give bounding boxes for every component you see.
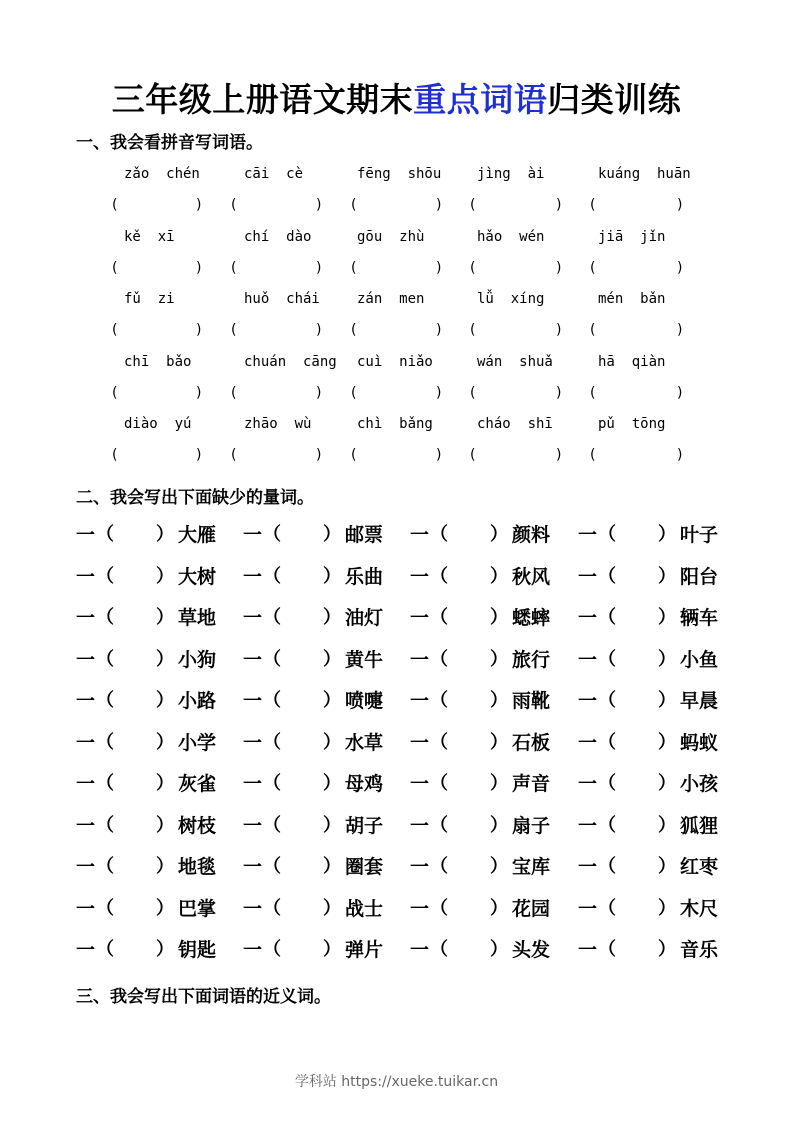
pinyin-prompt: kě xī	[124, 228, 175, 245]
blank-paren-left: （	[598, 856, 616, 877]
blank-paren-right: ）	[658, 814, 676, 836]
blank-paren-right: ）	[156, 648, 174, 670]
blank-paren-left: （	[96, 814, 114, 836]
pinyin-prompt: lǚ xíng	[477, 291, 545, 307]
blank-paren-left: （	[263, 690, 281, 711]
numeral-one: 一	[243, 607, 263, 629]
blank-paren-right: ）	[156, 856, 174, 877]
title-part-2: 归类训练	[547, 80, 682, 119]
noun-word: 蚂蚁	[680, 731, 719, 754]
noun-word: 地毯	[178, 856, 217, 878]
blank-paren-right: ）	[156, 690, 174, 711]
answer-bracket-right: )	[316, 384, 322, 401]
numeral-one: 一	[578, 731, 598, 754]
noun-word: 蟋蟀	[512, 607, 551, 629]
noun-word: 大树	[178, 565, 217, 588]
blank-paren-left: （	[430, 731, 448, 753]
noun-word: 水草	[345, 731, 384, 754]
pinyin-prompt: jìng ài	[477, 166, 545, 182]
numeral-one: 一	[76, 690, 96, 712]
answer-bracket-left: (	[351, 197, 357, 213]
noun-word: 黄牛	[345, 648, 384, 671]
noun-word: 战士	[345, 897, 384, 920]
blank-paren-right: ）	[490, 939, 508, 960]
blank-paren-left: （	[430, 648, 448, 670]
section-2-heading: 二、我会写出下面缺少的量词。	[76, 488, 314, 508]
pinyin-prompt: fēng shōu	[357, 166, 442, 182]
answer-bracket-right: )	[556, 322, 562, 338]
answer-bracket-left: (	[590, 447, 596, 463]
noun-word: 辆车	[680, 607, 719, 629]
blank-paren-right: ）	[658, 731, 676, 753]
numeral-one: 一	[410, 814, 430, 837]
measure-word-row	[0, 520, 793, 546]
noun-word: 头发	[512, 939, 551, 961]
answer-bracket-left: (	[112, 197, 118, 213]
answer-bracket-right: )	[556, 259, 562, 276]
blank-paren-left: （	[263, 939, 281, 960]
blank-paren-right: ）	[156, 565, 174, 587]
blank-paren-right: ）	[323, 814, 341, 836]
answer-bracket-right: )	[196, 322, 202, 338]
numeral-one: 一	[243, 939, 263, 961]
answer-bracket-left: (	[231, 197, 237, 213]
blank-paren-left: （	[96, 524, 114, 545]
pinyin-prompt: kuáng huān	[598, 166, 691, 182]
numeral-one: 一	[578, 773, 598, 795]
answer-bracket-row	[0, 385, 793, 405]
blank-paren-left: （	[598, 607, 616, 628]
noun-word: 小鱼	[680, 648, 719, 671]
answer-bracket-left: (	[470, 197, 476, 213]
answer-bracket-right: )	[436, 259, 442, 276]
blank-paren-right: ）	[323, 524, 341, 545]
answer-bracket-left: (	[470, 447, 476, 463]
blank-paren-left: （	[96, 648, 114, 670]
blank-paren-left: （	[430, 690, 448, 711]
noun-word: 小狗	[178, 648, 217, 671]
numeral-one: 一	[76, 773, 96, 795]
answer-bracket-left: (	[231, 322, 237, 338]
blank-paren-right: ）	[658, 690, 676, 711]
numeral-one: 一	[578, 565, 598, 588]
pinyin-prompt: zhāo wù	[244, 416, 312, 432]
blank-paren-right: ）	[658, 897, 676, 919]
blank-paren-left: （	[598, 814, 616, 836]
answer-bracket-right: )	[436, 384, 442, 401]
answer-bracket-right: )	[556, 384, 562, 401]
answer-bracket-row	[0, 197, 793, 217]
numeral-one: 一	[578, 814, 598, 837]
noun-word: 旅行	[512, 648, 551, 671]
noun-word: 叶子	[680, 524, 719, 546]
pinyin-prompt: chī bǎo	[124, 353, 192, 370]
blank-paren-left: （	[430, 565, 448, 587]
pinyin-row	[0, 166, 793, 186]
answer-bracket-left: (	[231, 259, 237, 276]
numeral-one: 一	[578, 939, 598, 961]
numeral-one: 一	[578, 856, 598, 878]
noun-word: 巴掌	[178, 897, 217, 920]
blank-paren-right: ）	[323, 897, 341, 919]
blank-paren-right: ）	[323, 856, 341, 877]
blank-paren-right: ）	[156, 939, 174, 960]
numeral-one: 一	[76, 814, 96, 837]
noun-word: 喷嚏	[345, 690, 384, 712]
blank-paren-right: ）	[490, 690, 508, 711]
answer-bracket-left: (	[590, 322, 596, 338]
blank-paren-left: （	[96, 565, 114, 587]
measure-word-row	[0, 562, 793, 588]
blank-paren-left: （	[598, 565, 616, 587]
answer-bracket-left: (	[470, 259, 476, 276]
numeral-one: 一	[578, 648, 598, 671]
answer-bracket-row	[0, 260, 793, 280]
blank-paren-right: ）	[323, 731, 341, 753]
blank-paren-right: ）	[156, 524, 174, 545]
numeral-one: 一	[578, 524, 598, 546]
blank-paren-left: （	[96, 939, 114, 960]
measure-word-row	[0, 811, 793, 837]
page-title	[0, 74, 793, 121]
blank-paren-left: （	[96, 856, 114, 877]
numeral-one: 一	[243, 731, 263, 754]
answer-bracket-row	[0, 447, 793, 467]
numeral-one: 一	[243, 648, 263, 671]
answer-bracket-right: )	[196, 447, 202, 463]
blank-paren-right: ）	[658, 856, 676, 877]
noun-word: 小路	[178, 690, 217, 712]
blank-paren-left: （	[430, 897, 448, 919]
noun-word: 颜料	[512, 524, 551, 546]
pinyin-row	[0, 354, 793, 374]
blank-paren-right: ）	[490, 814, 508, 836]
answer-bracket-right: )	[196, 197, 202, 213]
blank-paren-left: （	[96, 897, 114, 919]
noun-word: 秋风	[512, 565, 551, 588]
blank-paren-left: （	[263, 524, 281, 545]
numeral-one: 一	[410, 939, 430, 961]
measure-word-row	[0, 686, 793, 712]
pinyin-prompt: cháo shī	[477, 416, 553, 432]
blank-paren-right: ）	[156, 607, 174, 628]
numeral-one: 一	[410, 524, 430, 546]
noun-word: 母鸡	[345, 773, 384, 795]
answer-bracket-right: )	[556, 197, 562, 213]
noun-word: 小孩	[680, 773, 719, 795]
numeral-one: 一	[76, 856, 96, 878]
blank-paren-right: ）	[323, 773, 341, 794]
noun-word: 声音	[512, 773, 551, 795]
blank-paren-left: （	[96, 607, 114, 628]
blank-paren-right: ）	[658, 524, 676, 545]
blank-paren-right: ）	[490, 607, 508, 628]
blank-paren-right: ）	[490, 731, 508, 753]
noun-word: 狐狸	[680, 814, 719, 837]
measure-word-row	[0, 935, 793, 961]
section-3-heading: 三、我会写出下面词语的近义词。	[76, 987, 331, 1007]
noun-word: 弹片	[345, 939, 384, 961]
answer-bracket-row	[0, 322, 793, 342]
noun-word: 宝库	[512, 856, 551, 878]
numeral-one: 一	[243, 565, 263, 588]
blank-paren-right: ）	[323, 690, 341, 711]
blank-paren-left: （	[598, 939, 616, 960]
measure-word-row	[0, 852, 793, 878]
blank-paren-left: （	[263, 773, 281, 794]
blank-paren-left: （	[96, 731, 114, 753]
numeral-one: 一	[410, 565, 430, 588]
numeral-one: 一	[243, 773, 263, 795]
numeral-one: 一	[243, 814, 263, 837]
numeral-one: 一	[76, 607, 96, 629]
noun-word: 胡子	[345, 814, 384, 837]
pinyin-prompt: chuán cāng	[244, 353, 337, 370]
noun-word: 石板	[512, 731, 551, 754]
noun-word: 草地	[178, 607, 217, 629]
blank-paren-left: （	[430, 607, 448, 628]
noun-word: 乐曲	[345, 565, 384, 588]
pinyin-prompt: wán shuǎ	[477, 353, 553, 370]
noun-word: 钥匙	[178, 939, 217, 961]
pinyin-prompt: huǒ chái	[244, 291, 320, 307]
title-highlight: 重点词语	[413, 80, 548, 119]
pinyin-prompt: fǔ zi	[124, 291, 175, 307]
pinyin-prompt: zǎo chén	[124, 166, 200, 182]
noun-word: 邮票	[345, 524, 384, 546]
blank-paren-left: （	[96, 773, 114, 794]
answer-bracket-right: )	[196, 384, 202, 401]
numeral-one: 一	[410, 690, 430, 712]
answer-bracket-right: )	[677, 384, 683, 401]
pinyin-row	[0, 229, 793, 249]
blank-paren-left: （	[430, 939, 448, 960]
blank-paren-right: ）	[156, 731, 174, 753]
blank-paren-left: （	[263, 856, 281, 877]
answer-bracket-right: )	[196, 259, 202, 276]
pinyin-prompt: hǎo wén	[477, 228, 545, 245]
answer-bracket-left: (	[112, 447, 118, 463]
blank-paren-left: （	[598, 648, 616, 670]
noun-word: 木尺	[680, 897, 719, 920]
answer-bracket-left: (	[351, 384, 357, 401]
numeral-one: 一	[578, 690, 598, 712]
noun-word: 大雁	[178, 524, 217, 546]
answer-bracket-right: )	[677, 447, 683, 463]
answer-bracket-left: (	[112, 259, 118, 276]
answer-bracket-right: )	[316, 259, 322, 276]
pinyin-prompt: chì bǎng	[357, 416, 433, 432]
noun-word: 雨靴	[512, 690, 551, 712]
numeral-one: 一	[410, 731, 430, 754]
noun-word: 阳台	[680, 565, 719, 588]
pinyin-prompt: chí dào	[244, 228, 312, 245]
blank-paren-left: （	[430, 524, 448, 545]
blank-paren-left: （	[598, 731, 616, 753]
blank-paren-right: ）	[658, 607, 676, 628]
numeral-one: 一	[410, 773, 430, 795]
blank-paren-right: ）	[323, 939, 341, 960]
numeral-one: 一	[76, 524, 96, 546]
blank-paren-right: ）	[490, 648, 508, 670]
numeral-one: 一	[410, 607, 430, 629]
noun-word: 音乐	[680, 939, 719, 961]
pinyin-prompt: hā qiàn	[598, 353, 666, 370]
answer-bracket-left: (	[112, 322, 118, 338]
pinyin-row	[0, 291, 793, 311]
answer-bracket-left: (	[351, 259, 357, 276]
blank-paren-left: （	[263, 731, 281, 753]
measure-word-row	[0, 603, 793, 629]
pinyin-prompt: gōu zhù	[357, 228, 425, 245]
blank-paren-left: （	[263, 607, 281, 628]
answer-bracket-left: (	[112, 384, 118, 401]
answer-bracket-right: )	[677, 197, 683, 213]
blank-paren-right: ）	[490, 524, 508, 545]
numeral-one: 一	[243, 524, 263, 546]
blank-paren-right: ）	[156, 897, 174, 919]
answer-bracket-right: )	[316, 322, 322, 338]
pinyin-prompt: jiā jǐn	[598, 228, 666, 245]
answer-bracket-left: (	[470, 322, 476, 338]
answer-bracket-left: (	[590, 197, 596, 213]
measure-word-row	[0, 645, 793, 671]
numeral-one: 一	[578, 607, 598, 629]
noun-word: 油灯	[345, 607, 384, 629]
blank-paren-right: ）	[323, 648, 341, 670]
noun-word: 扇子	[512, 814, 551, 837]
noun-word: 灰雀	[178, 773, 217, 795]
pinyin-prompt: zán men	[357, 291, 425, 307]
footer-source: 学科站 https://xueke.tuikar.cn	[294, 1074, 499, 1090]
answer-bracket-right: )	[316, 197, 322, 213]
blank-paren-right: ）	[490, 565, 508, 587]
answer-bracket-right: )	[436, 197, 442, 213]
blank-paren-left: （	[263, 565, 281, 587]
measure-word-row	[0, 728, 793, 754]
noun-word: 红枣	[680, 856, 719, 878]
pinyin-prompt: cāi cè	[244, 166, 304, 182]
pinyin-prompt: cuì niǎo	[357, 353, 433, 370]
numeral-one: 一	[76, 648, 96, 671]
pinyin-prompt: pǔ tōng	[598, 416, 666, 432]
blank-paren-right: ）	[658, 939, 676, 960]
blank-paren-left: （	[263, 648, 281, 670]
answer-bracket-right: )	[316, 447, 322, 463]
numeral-one: 一	[76, 897, 96, 920]
blank-paren-left: （	[598, 524, 616, 545]
answer-bracket-left: (	[590, 259, 596, 276]
blank-paren-right: ）	[658, 565, 676, 587]
answer-bracket-left: (	[231, 384, 237, 401]
numeral-one: 一	[76, 939, 96, 961]
answer-bracket-right: )	[556, 447, 562, 463]
blank-paren-right: ）	[490, 856, 508, 877]
answer-bracket-left: (	[351, 322, 357, 338]
noun-word: 小学	[178, 731, 217, 754]
pinyin-row	[0, 416, 793, 436]
numeral-one: 一	[76, 731, 96, 754]
blank-paren-right: ）	[323, 607, 341, 628]
answer-bracket-right: )	[436, 447, 442, 463]
numeral-one: 一	[410, 897, 430, 920]
measure-word-row	[0, 894, 793, 920]
answer-bracket-right: )	[436, 322, 442, 338]
blank-paren-left: （	[430, 856, 448, 877]
noun-word: 早晨	[680, 690, 719, 712]
pinyin-prompt: diào yú	[124, 416, 192, 432]
noun-word: 花园	[512, 897, 551, 920]
noun-word: 树枝	[178, 814, 217, 837]
blank-paren-left: （	[263, 814, 281, 836]
answer-bracket-left: (	[470, 384, 476, 401]
blank-paren-right: ）	[490, 897, 508, 919]
numeral-one: 一	[578, 897, 598, 920]
noun-word: 圈套	[345, 856, 384, 878]
numeral-one: 一	[76, 565, 96, 588]
measure-word-row	[0, 769, 793, 795]
numeral-one: 一	[243, 856, 263, 878]
answer-bracket-left: (	[590, 384, 596, 401]
blank-paren-right: ）	[490, 773, 508, 794]
blank-paren-right: ）	[323, 565, 341, 587]
pinyin-prompt: mén bǎn	[598, 291, 666, 307]
blank-paren-left: （	[96, 690, 114, 711]
answer-bracket-right: )	[677, 259, 683, 276]
blank-paren-left: （	[263, 897, 281, 919]
blank-paren-left: （	[598, 690, 616, 711]
blank-paren-right: ）	[156, 773, 174, 794]
blank-paren-right: ）	[658, 648, 676, 670]
answer-bracket-right: )	[677, 322, 683, 338]
blank-paren-right: ）	[156, 814, 174, 836]
answer-bracket-left: (	[231, 447, 237, 463]
blank-paren-left: （	[430, 773, 448, 794]
title-part-1: 三年级上册语文期末	[111, 80, 414, 119]
numeral-one: 一	[243, 897, 263, 920]
numeral-one: 一	[410, 648, 430, 671]
numeral-one: 一	[243, 690, 263, 712]
blank-paren-right: ）	[658, 773, 676, 794]
numeral-one: 一	[410, 856, 430, 878]
answer-bracket-left: (	[351, 447, 357, 463]
blank-paren-left: （	[598, 773, 616, 794]
blank-paren-left: （	[598, 897, 616, 919]
blank-paren-left: （	[430, 814, 448, 836]
section-1-heading: 一、我会看拼音写词语。	[76, 133, 263, 153]
